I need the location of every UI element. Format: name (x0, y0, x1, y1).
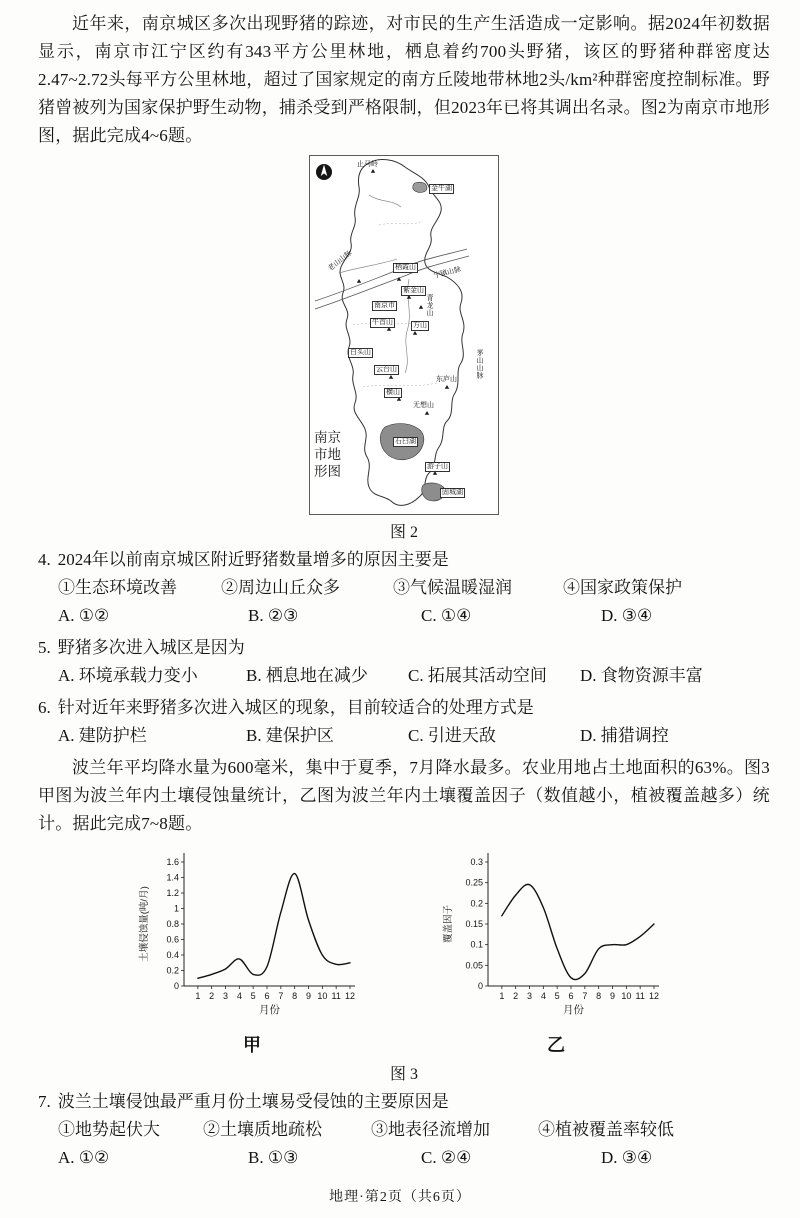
question-6-number: 6. (38, 698, 51, 717)
choice-a: A. 环境承载力变小 (58, 666, 198, 685)
svg-text:2: 2 (209, 991, 215, 1001)
subitem-2: ②周边山丘众多 (221, 578, 340, 597)
svg-text:8: 8 (292, 991, 298, 1001)
choice-b: B. 栖息地在减少 (246, 666, 368, 685)
chart-yi-caption: 乙 (547, 1035, 565, 1055)
question-6-stem (38, 694, 770, 722)
question-7-text: 波兰土壤侵蚀最严重月份土壤易受侵蚀的主要原因是 (57, 1092, 449, 1111)
svg-text:5: 5 (554, 991, 560, 1001)
svg-text:月份: 月份 (563, 1004, 584, 1016)
svg-text:0.1: 0.1 (470, 939, 483, 950)
choice-c: C. 拓展其活动空间 (408, 666, 547, 685)
figure-3-caption: 图 3 (389, 1066, 418, 1083)
figure-2 (38, 155, 770, 542)
chart-yi-column (440, 846, 672, 1057)
choice-d: D. 捕猎调控 (580, 726, 669, 745)
svg-text:1.6: 1.6 (166, 857, 179, 867)
cover-factor-chart (440, 846, 672, 1026)
question-7-choices (38, 1144, 770, 1172)
svg-text:5: 5 (250, 991, 256, 1001)
figure-3 (38, 846, 770, 1057)
question-6-text: 针对近年来野猪多次进入城区的现象，目前较适合的处理方式是 (57, 698, 534, 717)
map-label: 南京市 (374, 302, 395, 309)
map-label: 紫金山 (403, 287, 424, 294)
svg-text:9: 9 (609, 991, 616, 1001)
choice-a: A. ①② (58, 1148, 110, 1167)
map-label: 石臼湖 (395, 438, 416, 445)
choice-b: B. ②③ (248, 606, 299, 625)
map-label: 固城湖 (442, 489, 463, 496)
subitem-3: ③气候温暖湿润 (393, 578, 512, 597)
map-title-line: 市地 (314, 447, 341, 462)
question-5-choices (38, 662, 770, 690)
svg-text:1.2: 1.2 (166, 888, 179, 898)
svg-text:1: 1 (173, 903, 179, 914)
chart-jia-column (136, 846, 368, 1057)
question-5-text: 野猪多次进入城区是因为 (57, 638, 245, 657)
question-4-stem (38, 546, 770, 574)
svg-text:0: 0 (477, 981, 483, 991)
svg-text:覆盖因子: 覆盖因子 (443, 904, 454, 944)
question-4-number: 4. (38, 550, 51, 569)
svg-text:6: 6 (264, 991, 270, 1001)
question-5-stem (38, 634, 770, 662)
svg-text:4: 4 (236, 991, 242, 1001)
map-label: 老山山脉 (327, 249, 354, 273)
svg-text:4: 4 (540, 991, 546, 1001)
svg-text:0.05: 0.05 (465, 960, 483, 971)
question-6-choices (38, 722, 770, 750)
svg-text:11: 11 (635, 991, 645, 1001)
map-label: 云台山 (376, 366, 397, 373)
svg-text:0.25: 0.25 (465, 877, 483, 888)
map-label: 茅山山脉 (476, 349, 483, 379)
question-4-text: 2024年以前南京城区附近野猪数量增多的原因主要是 (57, 550, 449, 569)
subitem-1: ①生态环境改善 (58, 578, 177, 597)
map-label: 游子山 (427, 463, 448, 470)
subitem-4: ④植被覆盖率较低 (538, 1120, 674, 1139)
map-label: 牛首山 (372, 319, 393, 326)
svg-text:12: 12 (648, 991, 660, 1001)
map-label: 宁镇山脉 (433, 266, 462, 280)
question-7-number: 7. (38, 1092, 51, 1111)
choice-d: D. ③④ (601, 1148, 653, 1167)
choice-a: A. ①② (58, 606, 110, 625)
map-label: 横山 (386, 389, 400, 396)
svg-text:9: 9 (305, 991, 312, 1001)
soil-erosion-chart (136, 846, 368, 1026)
svg-text:0: 0 (173, 981, 179, 991)
svg-text:土壤侵蚀量(吨/月): 土壤侵蚀量(吨/月) (139, 886, 150, 962)
map-title-line: 形图 (314, 464, 341, 479)
map-title (314, 429, 341, 480)
choice-d: D. ③④ (601, 606, 653, 625)
svg-text:10: 10 (621, 991, 632, 1001)
svg-text:1.4: 1.4 (166, 872, 179, 883)
map-label: 白头山 (350, 349, 371, 356)
subitem-4: ④国家政策保护 (563, 578, 682, 597)
svg-text:1: 1 (499, 991, 505, 1001)
choice-d: D. 食物资源丰富 (580, 666, 703, 685)
choice-b: B. 建保护区 (246, 726, 334, 745)
svg-text:0.6: 0.6 (166, 934, 179, 945)
svg-text:11: 11 (331, 991, 341, 1001)
question-5-number: 5. (38, 638, 51, 657)
passage-wild-boars: 近年来，南京城区多次出现野猪的踪迹，对市民的生产生活造成一定影响。据2024年初数据显示，南京市江宁区约有343平方公里林地，栖息着约700头野猪，该区的野猪种群密度达2.47~2.72头每平方公里林地，超过了国家规定的南方丘陵地带林地2头/km²种群密度控制标准。野猪曾被列为国家保护野生动物，捕杀受到严格限制，但2023年已将其调出名录。图2为南京市地形图，据此完成4~6题。 (38, 14, 770, 145)
map-label: 栖霞山 (395, 264, 416, 271)
question-7 (38, 1088, 770, 1172)
svg-text:0.3: 0.3 (470, 857, 483, 867)
question-4-choices (38, 602, 770, 630)
svg-text:1: 1 (195, 991, 201, 1001)
question-7-stem (38, 1088, 770, 1116)
subitem-2: ②土壤质地疏松 (203, 1120, 322, 1139)
question-7-subitems (38, 1116, 770, 1144)
svg-text:3: 3 (222, 991, 229, 1001)
svg-text:8: 8 (596, 991, 602, 1001)
svg-text:月份: 月份 (259, 1004, 280, 1016)
map-label: 止马岭 (357, 161, 378, 168)
map-label: 金牛湖 (431, 185, 452, 192)
choice-a: A. 建防护栏 (58, 726, 147, 745)
question-4-subitems (38, 574, 770, 602)
figure-2-caption: 图 2 (389, 524, 418, 541)
choice-c: C. ②④ (421, 1148, 472, 1167)
svg-text:2: 2 (513, 991, 519, 1001)
question-6 (38, 694, 770, 750)
nanjing-topographic-map (309, 155, 499, 515)
svg-text:0.2: 0.2 (470, 898, 483, 909)
chart-jia-caption: 甲 (243, 1035, 261, 1055)
page-footer: 地理·第2页（共6页） (329, 1190, 471, 1205)
svg-text:0.15: 0.15 (465, 919, 483, 929)
map-label: 青龙山 (426, 294, 433, 317)
map-label: 东庐山 (436, 376, 457, 383)
svg-text:3: 3 (526, 991, 533, 1001)
map-label: 无想山 (413, 402, 434, 409)
subitem-1: ①地势起伏大 (58, 1120, 160, 1139)
passage-poland: 波兰年平均降水量为600毫米，集中于夏季，7月降水最多。农业用地占土地面积的63%。图3甲图为波兰年内土壤侵蚀量统计，乙图为波兰年内土壤覆盖因子（数值越小，植被覆盖越多）统计。据此完成7~8题。 (38, 758, 770, 833)
choice-b: B. ①③ (248, 1148, 299, 1167)
svg-text:12: 12 (344, 991, 356, 1001)
choice-c: C. ①④ (421, 606, 472, 625)
subitem-3: ③地表径流增加 (371, 1120, 490, 1139)
map-title-line: 南京 (314, 430, 341, 445)
svg-text:0.4: 0.4 (166, 950, 179, 960)
svg-text:0.2: 0.2 (166, 965, 179, 976)
svg-text:0.8: 0.8 (166, 919, 179, 929)
choice-c: C. 引进天敌 (408, 726, 496, 745)
svg-text:6: 6 (568, 991, 574, 1001)
svg-text:10: 10 (317, 991, 328, 1001)
question-4 (38, 546, 770, 630)
question-5 (38, 634, 770, 690)
svg-text:7: 7 (582, 991, 588, 1001)
svg-text:7: 7 (278, 991, 284, 1001)
map-label: 方山 (413, 322, 427, 329)
